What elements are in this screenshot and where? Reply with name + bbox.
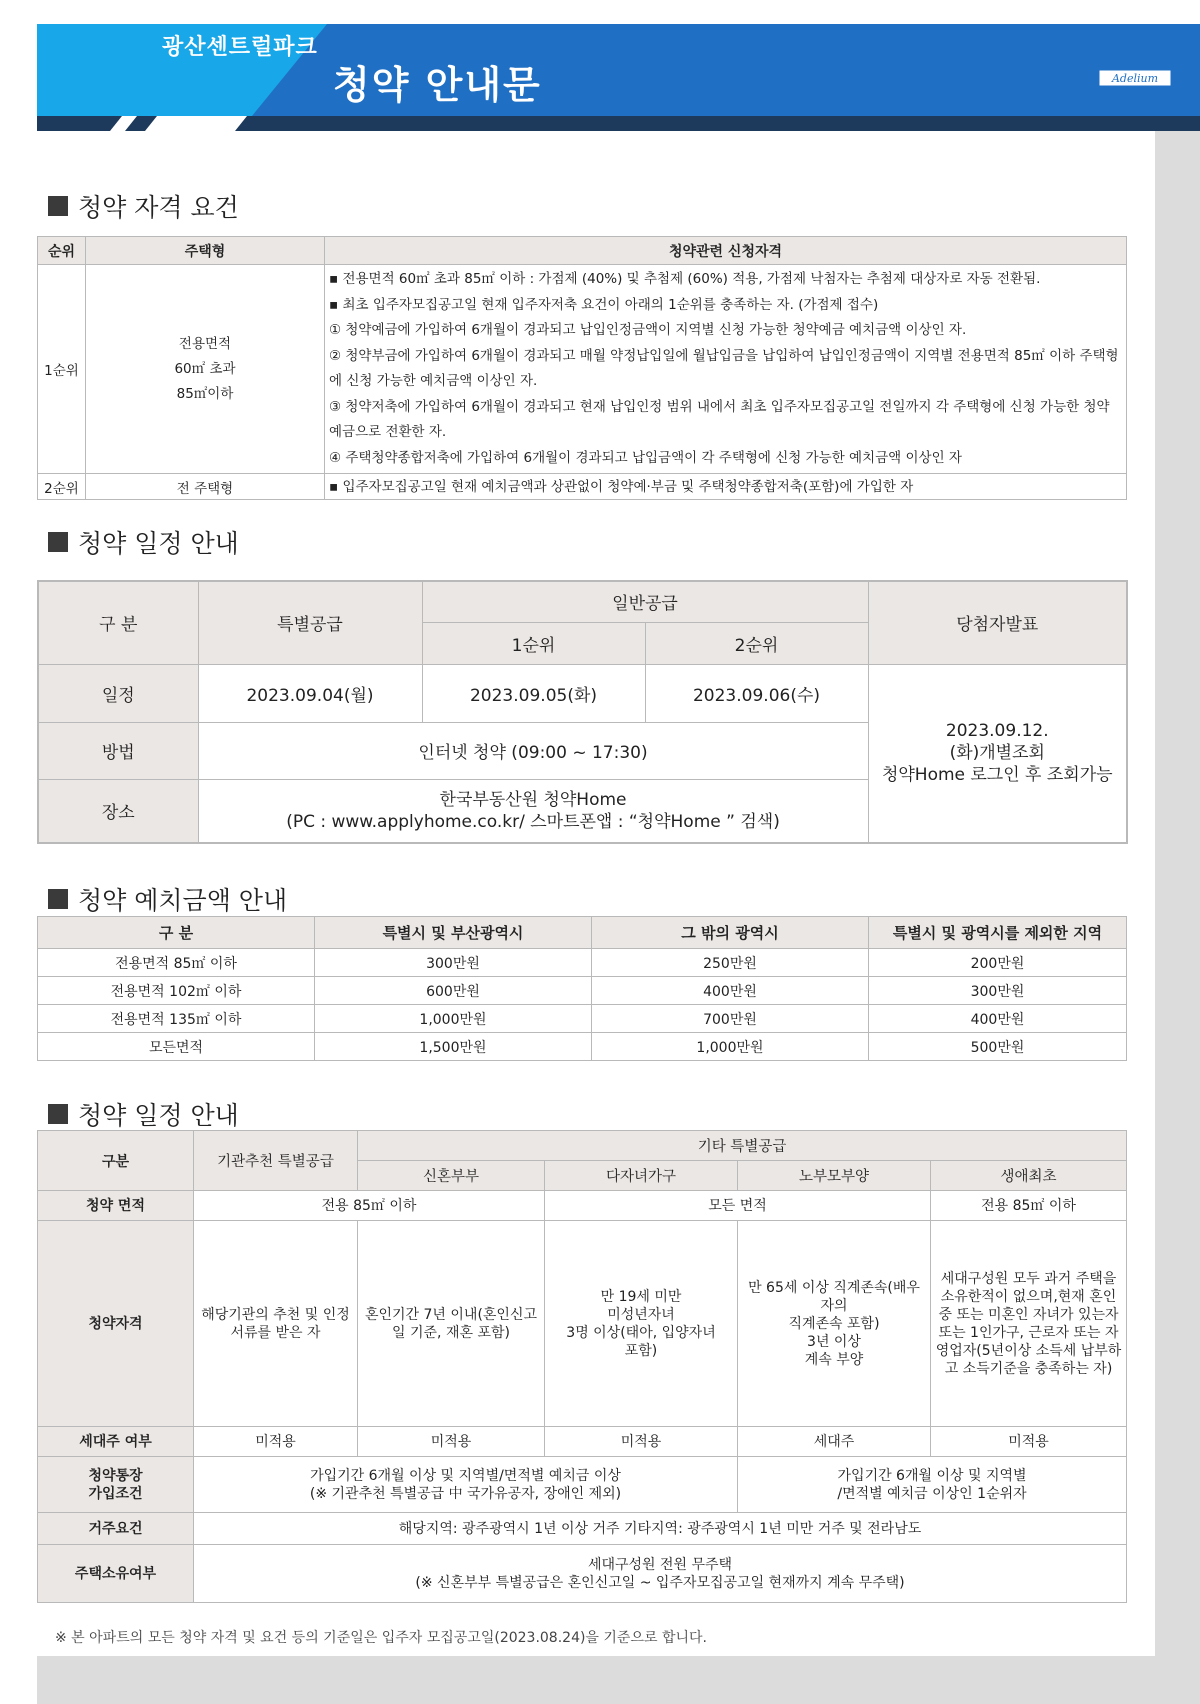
h-elderly: 노부모부양	[738, 1161, 931, 1191]
account-a-line2: (※ 기관추천 특별공급 中 국가유공자, 장애인 제외)	[309, 1485, 622, 1502]
section4-title-text: 청약 일정 안내	[78, 1101, 239, 1130]
cell: 300만원	[315, 949, 592, 977]
h-firsttime: 생애최초	[931, 1161, 1127, 1191]
rank1-cell: 1순위	[38, 265, 86, 474]
h-special: 특별공급	[198, 581, 422, 664]
winner-line3: 청약Home 로그인 후 조회가능	[881, 765, 1113, 786]
section-square-icon	[48, 196, 68, 216]
row-schedule: 일정	[38, 664, 198, 722]
condition-line: ④ 주택청약종합저축에 가입하여 6개월이 경과되고 납입금액이 각 주택형에 신청 가능한 예치금액 이상인 자	[329, 449, 962, 466]
account-a	[194, 1457, 738, 1513]
header-banner	[37, 24, 1200, 131]
head-institution: 미적용	[194, 1427, 358, 1457]
section3-title	[48, 881, 287, 917]
head-newlywed: 미적용	[358, 1427, 545, 1457]
logo-text: Adelium	[1111, 72, 1159, 85]
qual-multichild: 만 19세 미만 미성년자녀 3명 이상(태아, 입양자녀포함)	[545, 1221, 738, 1427]
col-other-metro: 그 밖의 광역시	[592, 917, 869, 949]
condition-line: ▪ 전용면적 60㎡ 초과 85㎡ 이하 : 가점제 (40%) 및 추첨제 (60%) 적용, 가점제 낙첨자는 추첨제 대상자로 자동 전환됨.	[329, 271, 1041, 287]
house-line1: 세대구성원 전원 무주택	[587, 1556, 733, 1573]
h-rank2: 2순위	[645, 622, 868, 664]
h-newlywed: 신혼부부	[358, 1161, 545, 1191]
special-supply-table	[37, 1130, 1127, 1603]
condition-line: ③ 청약저축에 가입하여 6개월이 경과되고 현재 납입인정 범위 내에서 최초 입주자모집공고일 전일까지 각 주택형에 신청 가능한 청약예금으로 전환한 자.	[329, 398, 1110, 440]
cell: 400만원	[592, 977, 869, 1005]
section1-title-text: 청약 자격 요건	[78, 193, 239, 222]
condition-line: ▪ 최초 입주자모집공고일 현재 입주자저축 요건이 아래의 1순위를 충족하는 자. (가점제 접수)	[329, 296, 879, 313]
qual-newlywed: 혼인기간 7년 이내(혼인신고일 기준, 재혼 포함)	[358, 1221, 545, 1427]
row-residence: 거주요건	[38, 1513, 194, 1545]
cell: 1,500만원	[315, 1033, 592, 1061]
house-line2: (※ 신혼부부 특별공급은 혼인신고일 ~ 입주자모집공고일 현재까지 계속 무주택)	[415, 1574, 905, 1591]
row-house-ownership: 주택소유여부	[38, 1545, 194, 1603]
cell: 300만원	[869, 977, 1127, 1005]
rank2-type-cell: 전 주택형	[86, 474, 325, 500]
section3-title-text: 청약 예치금액 안내	[78, 886, 288, 915]
qual-firsttime: 세대구성원 모두 과거 주택을 소유한적이 없으며,현재 혼인 중 또는 미혼인 자녀가 있는자 또는 1인가구, 근로자 또는 자영업자(5년이상 소득세 납부하고 소득기준을 충족하는 자)	[931, 1221, 1127, 1427]
adelium-logo	[1095, 44, 1175, 114]
rank1-conditions-cell	[325, 265, 1127, 474]
rank1-type-line2: 60㎡ 초과	[174, 360, 236, 377]
header-subtitle: 광산센트럴파크	[162, 35, 318, 60]
area-c: 전용 85㎡ 이하	[931, 1191, 1127, 1221]
h-institution: 기관추천 특별공급	[194, 1131, 358, 1191]
cell: 600만원	[315, 977, 592, 1005]
row-place: 장소	[38, 779, 198, 843]
account-b-line1: 가입기간 6개월 이상 및 지역별	[837, 1467, 1027, 1484]
col-category: 구 분	[38, 917, 315, 949]
rank1-type-line3: 85㎡이하	[176, 385, 234, 402]
cell: 1,000만원	[592, 1033, 869, 1061]
cell: 모든면적	[38, 1033, 315, 1061]
cell: 1,000만원	[315, 1005, 592, 1033]
cell: 200만원	[869, 949, 1127, 977]
place-cell	[198, 779, 868, 843]
h-rank1: 1순위	[422, 622, 645, 664]
col-other-region: 특별시 및 광역시를 제외한 지역	[869, 917, 1127, 949]
h-winner: 당첨자발표	[868, 581, 1127, 664]
row-account: 청약통장 가입조건	[38, 1457, 194, 1513]
footnote: ※ 본 아파트의 모든 청약 자격 및 요건 등의 기준일은 입주자 모집공고일(2023.08.24)을 기준으로 합니다.	[55, 1630, 707, 1646]
qual-institution: 해당기관의 추천 및 인정 서류를 받은 자	[194, 1221, 358, 1427]
right-gray-strip	[1155, 130, 1200, 1704]
residence-cell: 해당지역: 광주광역시 1년 이상 거주 기타지역: 광주광역시 1년 미만 거주 및 전라남도	[194, 1513, 1127, 1545]
cell: 400만원	[869, 1005, 1127, 1033]
account-b-line2: /면적별 예치금 이상인 1순위자	[837, 1485, 1027, 1502]
deposit-table	[37, 916, 1127, 1061]
table-row	[38, 1033, 1127, 1061]
table-row	[38, 474, 1127, 500]
condition-line: ① 청약예금에 가입하여 6개월이 경과되고 납입인정금액이 지역별 신청 가능한 청약예금 예치금액 이상인 자.	[329, 322, 967, 338]
h-category: 구분	[38, 1131, 194, 1191]
method-cell: 인터넷 청약 (09:00 ~ 17:30)	[198, 722, 868, 779]
row-area: 청약 면적	[38, 1191, 194, 1221]
rank2-condition-cell: ▪ 입주자모집공고일 현재 예치금액과 상관없이 청약예·부금 및 주택청약종합저축(포함)에 가입한 자	[325, 474, 1127, 500]
section2-title	[48, 524, 239, 560]
cell: 전용면적 85㎡ 이하	[38, 949, 315, 977]
cell: 전용면적 135㎡ 이하	[38, 1005, 315, 1033]
section1-title	[48, 188, 239, 224]
account-a-line1: 가입기간 6개월 이상 및 지역별/면적별 예치금 이상	[310, 1467, 621, 1484]
table-row	[38, 977, 1127, 1005]
rank1-type-cell	[86, 265, 325, 474]
place-line2: (PC : www.applyhome.co.kr/ 스마트폰앱 : “청약Home ” 검색)	[286, 811, 780, 832]
header-title: 청약 안내문	[333, 62, 542, 107]
area-b: 모든 면적	[545, 1191, 931, 1221]
date-rank2: 2023.09.06(수)	[645, 664, 868, 722]
table-row	[38, 1005, 1127, 1033]
schedule-table	[37, 580, 1128, 844]
winner-line2: (화)개별조회	[949, 743, 1045, 764]
table-row	[38, 265, 1127, 474]
col-rank: 순위	[38, 237, 86, 265]
qual-elderly: 만 65세 이상 직계존속(배우자의 직계존속 포함) 3년 이상 계속 부양	[738, 1221, 931, 1427]
condition-line: ② 청약부금에 가입하여 6개월이 경과되고 매월 약정납입일에 월납입금을 납입하여 납입인정금액이 지역별 전용면적 85㎡ 이하 주택형에 신청 가능한 예치금액 이상인 자.	[329, 347, 1119, 389]
bottom-gray-strip	[37, 1656, 1200, 1704]
h-multichild: 다자녀가구	[545, 1161, 738, 1191]
account-b	[738, 1457, 1127, 1513]
section-square-icon	[48, 532, 68, 552]
date-rank1: 2023.09.05(화)	[422, 664, 645, 722]
place-line1: 한국부동산원 청약Home	[439, 789, 627, 810]
col-house-type: 주택형	[86, 237, 325, 265]
winner-cell	[868, 664, 1127, 843]
section-square-icon	[48, 889, 68, 909]
eligibility-table	[37, 236, 1127, 500]
cell: 700만원	[592, 1005, 869, 1033]
cell: 500만원	[869, 1033, 1127, 1061]
row-method: 방법	[38, 722, 198, 779]
row-qualification: 청약자격	[38, 1221, 194, 1427]
h-other-special: 기타 특별공급	[358, 1131, 1127, 1161]
head-multichild: 미적용	[545, 1427, 738, 1457]
head-firsttime: 미적용	[931, 1427, 1127, 1457]
area-a: 전용 85㎡ 이하	[194, 1191, 545, 1221]
head-elderly: 세대주	[738, 1427, 931, 1457]
col-special-city: 특별시 및 부산광역시	[315, 917, 592, 949]
house-cell	[194, 1545, 1127, 1603]
cell: 전용면적 102㎡ 이하	[38, 977, 315, 1005]
section4-title	[48, 1096, 239, 1132]
winner-line1: 2023.09.12.	[945, 721, 1049, 742]
row-head-of-household: 세대주 여부	[38, 1427, 194, 1457]
rank1-type-line1: 전용면적	[178, 335, 232, 352]
h-category: 구 분	[38, 581, 198, 664]
table-row	[38, 949, 1127, 977]
date-special: 2023.09.04(월)	[198, 664, 422, 722]
col-qualification: 청약관련 신청자격	[325, 237, 1127, 265]
h-general: 일반공급	[422, 581, 868, 622]
cell: 250만원	[592, 949, 869, 977]
section2-title-text: 청약 일정 안내	[78, 529, 239, 558]
rank2-cell: 2순위	[38, 474, 86, 500]
section-square-icon	[48, 1104, 68, 1124]
